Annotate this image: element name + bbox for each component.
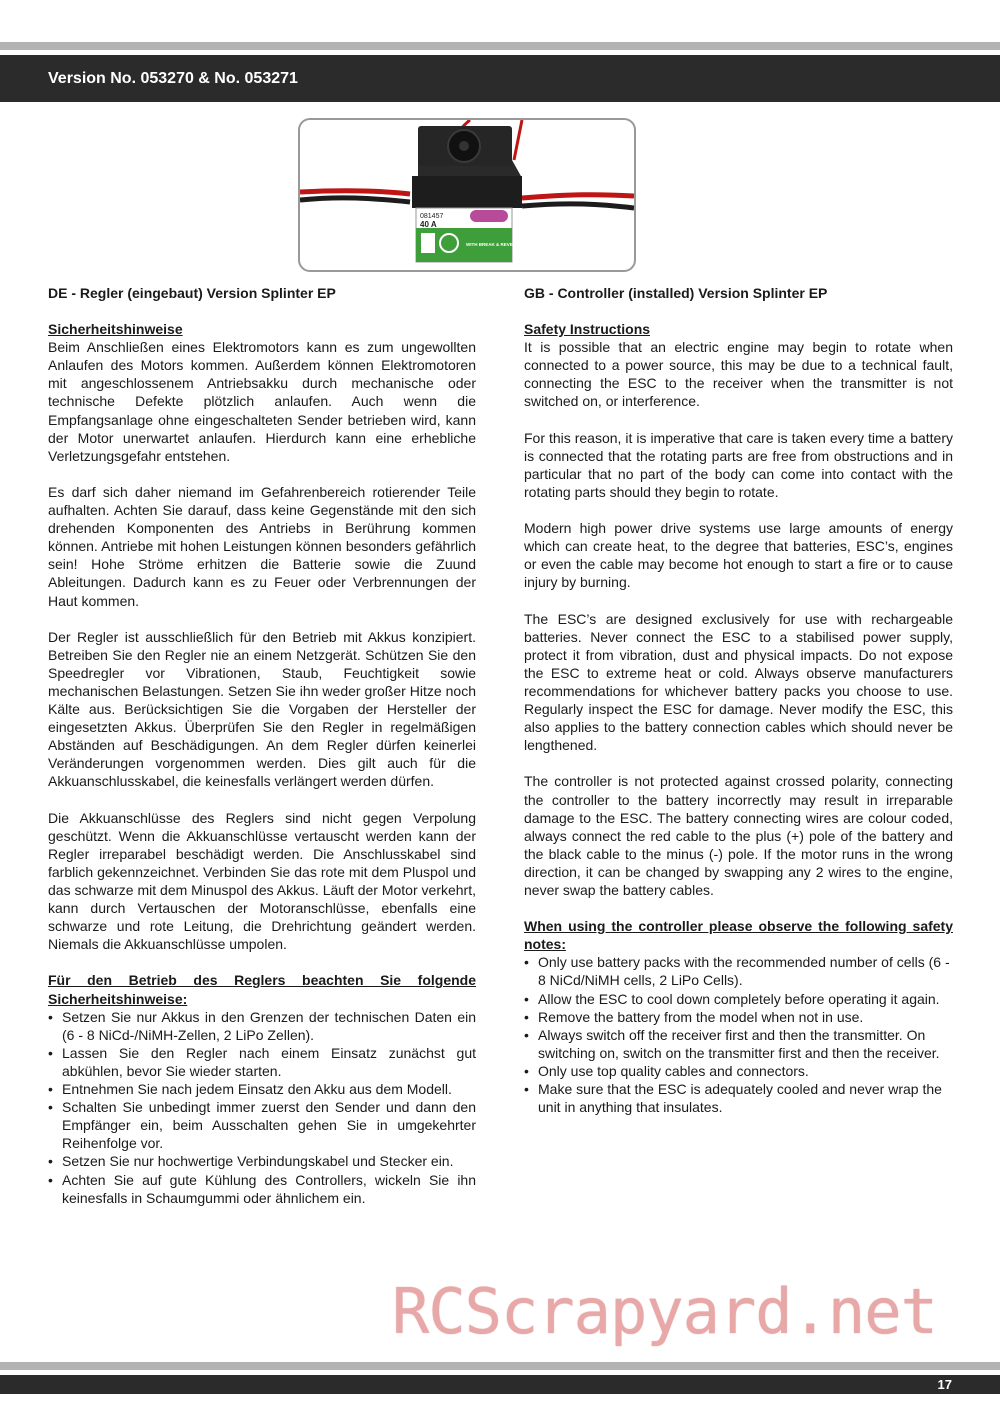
- top-stripe: [0, 42, 1000, 50]
- gb-bullet-list: [524, 953, 953, 1116]
- watermark: RCScrapyard.net: [392, 1275, 937, 1348]
- gb-heading: GB - Controller (installed) Version Splinter EP: [524, 285, 828, 301]
- gb-bullet: • Make sure that the ESC is adequately cooled and never wrap the unit in anything that insulates.: [524, 1080, 953, 1116]
- english-column: [524, 284, 953, 1116]
- de-bullet: • Schalten Sie unbedingt immer zuerst den Sender und dann den Empfänger ein, beim Ausschalten gehen Sie in umgekehrter Reihenfolge vor.: [48, 1098, 476, 1152]
- de-safety-title: Sicherheitshinweise: [48, 321, 183, 338]
- photo-label-code: 081457: [420, 213, 444, 220]
- gb-bullet: • Always switch off the receiver first and then the transmitter. On switching on, switch on the transmitter first and then the receiver.: [524, 1026, 953, 1062]
- header-title: Version No. 053270 & No. 053271: [48, 70, 298, 87]
- product-photo: [298, 118, 636, 272]
- gb-bullet: • Only use top quality cables and connectors.: [524, 1062, 953, 1080]
- de-paragraph: Der Regler ist ausschließlich für den Betrieb mit Akkus konzipiert. Betreiben Sie den Regler nie an einem Netzgerät. Schützen Sie den Speedregler vor Vibrationen, Staub, Feuchtigkeit sowie mechanischen Belastungen. Setzen Sie ihn weder großer Hitze noch Kälte aus. Berücksichtigen Sie die Vorgaben der Hersteller der eingesetzten Akkus. Überprüfen Sie den Regler in regelmäßigen Abständen auf Beschädigungen. An dem Regler dürfen keinerlei Veränderungen vorgenommen werden. Dies gilt auch für die Akkuanschlusskabel, die keinesfalls verlängert werden dürfen.: [48, 628, 476, 790]
- photo-label-current: 40 A: [420, 220, 437, 229]
- de-bullet: • Achten Sie auf gute Kühlung des Controllers, wickeln Sie ihn keinesfalls in Schaumgummi oder ähnlichem ein.: [48, 1171, 476, 1207]
- gb-bullet: • Remove the battery from the model when not in use.: [524, 1008, 953, 1026]
- gb-paragraph: The ESC’s are designed exclusively for use with rechargeable batteries. Never connect the ESC to a stabilised power supply, protect it from vibration, dust and physical impacts. Do not expose the ESC to extreme heat or cold. Always observe manufacturers recommendations for whichever battery packs you choose to use. Regularly inspect the ESC for damage. Never modify the ESC, this also applies to the battery connection cables which should never be lengthened.: [524, 610, 953, 754]
- footer-bar: [0, 1375, 1000, 1394]
- gb-bullet: • Only use battery packs with the recommended number of cells (6 - 8 NiCd/NiMH cells, 2 LiPo Cells).: [524, 953, 953, 989]
- gb-paragraph: The controller is not protected against crossed polarity, connecting the controller to the battery incorrectly may result in irreparable damage to the ESC. The battery connecting wires are colour coded, always connect the red cable to the plus (+) pole of the battery and the black cable to the minus (-) pole. If the motor runs in the wrong direction, it can be changed by swapping any 2 wires to the engine, never swap the battery cables.: [524, 773, 953, 898]
- de-paragraph: Die Akkuanschlüsse des Reglers sind nicht gegen Verpolung geschützt. Wenn die Akkuanschlüsse vertauscht werden kann der Regler irreparabel beschädigt werden. Die Anschlusskabel sind farblich gekennzeichnet. Verbinden Sie das rote mit dem Pluspol und das schwarze mit dem Minuspol des Akkus. Läuft der Motor verkehrt, kann durch Vertauschen der Motoranschlüsse, ebenfalls eine schwarze und rote Leitung, die Drehrichtung geändert werden. Niemals die Akkuanschlüsse umpolen.: [48, 809, 476, 953]
- gb-safety-title: Safety Instructions: [524, 321, 651, 338]
- gb-paragraph: For this reason, it is imperative that care is taken every time a battery is connected that the rotating parts are free from obstructions and in particular that no part of the body can come into contact with the rotating parts should they begin to rotate.: [524, 429, 953, 500]
- de-paragraph: Es darf sich daher niemand im Gefahrenbereich rotierender Teile aufhalten. Achten Sie darauf, dass keine Gegenstände mit den sich drehenden Komponenten des Antriebs in Berührung kommen können. Antriebe mit hohen Leistungen können besonders gefährlich sein! Hohe Ströme erhitzen die Batterie sowie die Zuund Ableitungen. Dadurch kann es zu Feuer oder Verbrennungen der Haut kommen.: [48, 483, 476, 609]
- de-notes-title: Für den Betrieb des Reglers beachten Sie folgende Sicherheitshinweise:: [48, 972, 476, 1007]
- de-heading: DE - Regler (eingebaut) Version Splinter EP: [48, 285, 336, 301]
- gb-paragraph: It is possible that an electric engine may begin to rotate when connected to a power source, this may be due to a technical fault, connecting the ESC to the receiver when the transmitter is not switched on, or interference.: [524, 339, 953, 410]
- esc-illustration: [300, 120, 634, 270]
- de-bullet: • Setzen Sie nur hochwertige Verbindungskabel und Stecker ein.: [48, 1152, 476, 1170]
- bottom-stripe: [0, 1362, 1000, 1370]
- gb-bullet: • Allow the ESC to cool down completely before operating it again.: [524, 990, 953, 1008]
- de-paragraph: Beim Anschließen eines Elektromotors kann es zum ungewollten Anlaufen des Motors kommen. Außerdem können Elektromotoren mit angeschlossenem Antriebsakku durch mechanische oder technische Defekte plötzlich anlaufen. Auch wenn die Empfangsanlage ohne eingeschalteten Sender betrieben wird, kann der Motor unerwartet anlaufen. Hierdurch kann eine erhebliche Verletzungsgefahr entstehen.: [48, 339, 476, 464]
- gb-paragraph: Modern high power drive systems use large amounts of energy which can create heat, to the degree that batteries, ESC’s, engines or even the cable may become hot enough to start a fire or to cause injury by burning.: [524, 520, 953, 591]
- de-bullet: • Entnehmen Sie nach jedem Einsatz den Akku aus dem Modell.: [48, 1080, 476, 1098]
- gb-notes-title: When using the controller please observe the following safety notes:: [524, 918, 953, 953]
- header-bar: [0, 55, 1000, 102]
- de-bullet-list: [48, 1008, 476, 1207]
- photo-label-badge: WITH BREAK & REVERSE: [466, 242, 523, 247]
- page-number: 17: [937, 1377, 952, 1392]
- de-bullet: • Lassen Sie den Regler nach einem Einsatz zunächst gut abkühlen, bevor Sie wieder starten.: [48, 1044, 476, 1080]
- de-bullet: • Setzen Sie nur Akkus in den Grenzen der technischen Daten ein (6 - 8 NiCd-/NiMH-Zellen, 2 LiPo Zellen).: [48, 1008, 476, 1044]
- german-column: [48, 284, 476, 1207]
